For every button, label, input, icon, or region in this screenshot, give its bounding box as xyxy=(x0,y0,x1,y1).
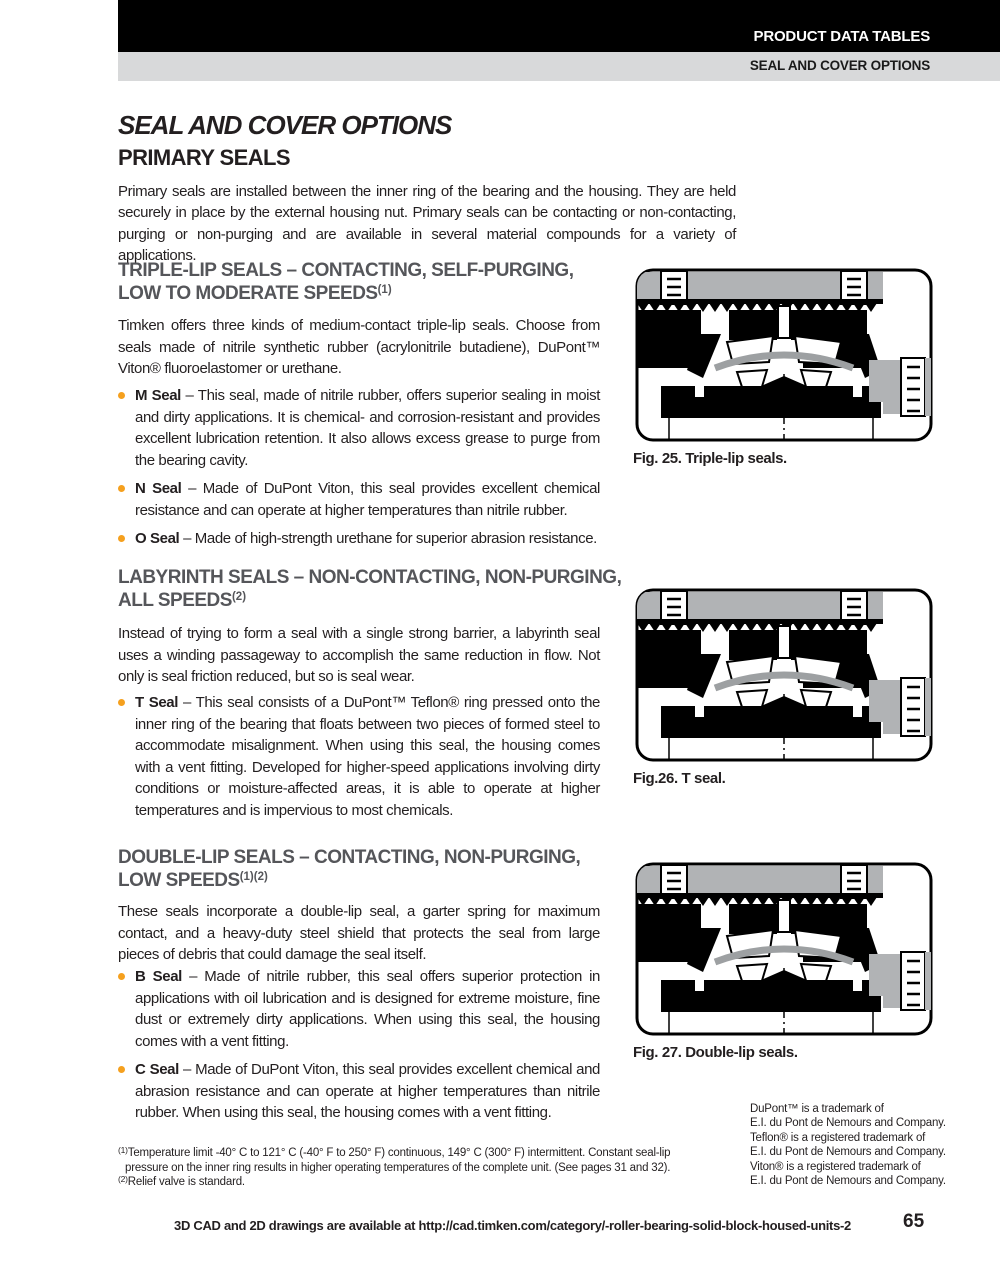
bullet-icon xyxy=(118,1066,125,1073)
bullet-item-c-seal xyxy=(118,1059,600,1124)
section-heading-triple-lip xyxy=(118,259,628,308)
trademark-line: DuPont™ is a trademark of xyxy=(750,1103,884,1115)
trademark-line: E.I. du Pont de Nemours and Company. xyxy=(750,1117,946,1130)
trademark-notes xyxy=(750,1102,946,1188)
bearing-cross-section-diagram xyxy=(633,586,935,764)
bullet-term: M Seal xyxy=(135,387,181,404)
footnotes xyxy=(118,1146,680,1190)
heading-superscript: (1) xyxy=(377,284,392,296)
heading-line: LOW TO MODERATE SPEEDS xyxy=(118,283,378,304)
page-number: 65 xyxy=(903,1211,925,1232)
heading-line: LABYRINTH SEALS – NON-CONTACTING, NON-PURGING, xyxy=(118,567,622,588)
bullet-icon xyxy=(118,535,125,542)
bullet-icon xyxy=(118,485,125,492)
bullet-text: – Made of nitrile rubber, this seal offers superior protection in applications with oil lubrication and is designed for extreme moisture, fine dust or extremely dirty applications. When using this seal, the housing comes with a vent fitting. xyxy=(135,968,600,1050)
bullet-term: T Seal xyxy=(135,694,178,711)
section-heading-labyrinth xyxy=(118,566,628,615)
heading-line: LOW SPEEDS xyxy=(118,870,240,891)
intro-paragraph: Primary seals are installed between the inner ring of the bearing and the housing. They are held securely in place by the external housing nut. Primary seals can be contacting or non-contacting, purging or non-purging and are available in several material compounds for a variety of applications. xyxy=(118,183,736,264)
bullet-list-double-lip xyxy=(118,966,600,1131)
figure-27 xyxy=(633,860,935,1061)
bullet-text: – This seal consists of a DuPont™ Teflon® ring pressed onto the inner ring of the bearing that floats between two pieces of formed steel to accommodate misalignment. When using this seal, the housing comes with a vent fitting. Developed for higher-speed applications involving dirty conditions or moisture-affected areas, it is able to operate at higher temperatures and is impervious to most chemicals. xyxy=(135,694,600,819)
footnote-superscript: (2) xyxy=(118,1173,128,1184)
footer-note: 3D CAD and 2D drawings are available at http://cad.timken.com/category/-roller-bearing-solid-block-housed-units-2 xyxy=(174,1218,851,1233)
footnote-text: Relief valve is standard. xyxy=(127,1176,245,1189)
page-subtitle: PRIMARY SEALS xyxy=(118,145,290,170)
bullet-item-t-seal xyxy=(118,692,600,821)
footnote-superscript: (1) xyxy=(118,1144,128,1155)
footnote-text: Temperature limit -40° C to 121° C (-40° F to 250° F) continuous, 149° C (300° F) intermittent. Constant seal-lip pressure on the inner ring results in higher operating temperatures of the complete unit. (See pages 31 and 32). xyxy=(125,1147,671,1174)
figure-caption: Fig. 25. Triple-lip seals. xyxy=(633,450,787,467)
bullet-text: – Made of DuPont Viton, this seal provides excellent chemical resistance and can operate at higher temperatures than nitrile rubber. xyxy=(135,480,600,519)
header-subbanner-label: SEAL AND COVER OPTIONS xyxy=(749,58,930,73)
bullet-icon xyxy=(118,973,125,980)
bullet-text: – Made of DuPont Viton, this seal provides excellent chemical and abrasion resistance and can operate at higher temperatures than nitrile rubber. When using this seal, the housing comes with a vent fitting. xyxy=(135,1061,600,1121)
figure-25 xyxy=(633,266,935,467)
heading-line: ALL SPEEDS xyxy=(118,590,232,611)
bullet-text: – This seal, made of nitrile rubber, offers superior sealing in moist and dirty applications. It is chemical- and corrosion-resistant and provides excellent lubrication retention. It also allows excess grease to purge from the bearing cavity. xyxy=(135,387,600,469)
bullet-icon xyxy=(118,699,125,706)
header-subbanner-bar xyxy=(118,52,1000,81)
bearing-cross-section-diagram xyxy=(633,860,935,1038)
bullet-text: – Made of high-strength urethane for superior abrasion resistance. xyxy=(183,530,597,547)
header-banner-bar xyxy=(118,0,1000,52)
bullet-item-o-seal xyxy=(118,528,600,550)
heading-superscript: (1)(2) xyxy=(239,871,268,883)
figure-26 xyxy=(633,586,935,787)
footnote-1 xyxy=(118,1146,680,1175)
bullet-term: B Seal xyxy=(135,968,182,985)
bullet-list-triple-lip xyxy=(118,385,600,557)
figure-caption: Fig. 27. Double-lip seals. xyxy=(633,1044,798,1061)
section-heading-double-lip xyxy=(118,846,628,895)
bullet-item-m-seal xyxy=(118,385,600,471)
section-body-labyrinth: Instead of trying to form a seal with a single strong barrier, a labyrinth seal uses a winding passageway to accomplish the same reduction in flow. Not only is seal friction reduced, but so is seal wear. xyxy=(118,625,600,685)
footnote-2 xyxy=(118,1175,680,1190)
trademark-line: Viton® is a registered trademark of xyxy=(750,1160,921,1173)
bullet-item-b-seal xyxy=(118,966,600,1052)
header-banner-label: PRODUCT DATA TABLES xyxy=(753,28,930,45)
section-body-double-lip: These seals incorporate a double-lip seal, a garter spring for maximum contact, and a heavy-duty steel shield that protects the seal from large pieces of debris that could damage the seal itself. xyxy=(118,903,600,963)
trademark-line: Teflon® is a registered trademark of xyxy=(750,1131,926,1144)
page-title: SEAL AND COVER OPTIONS xyxy=(118,110,452,140)
section-body-triple-lip: Timken offers three kinds of medium-contact triple-lip seals. Choose from seals made of nitrile synthetic rubber (acrylonitrile butadiene), DuPont™ Viton® fluoroelastomer or urethane. xyxy=(118,317,600,377)
heading-line: TRIPLE-LIP SEALS – CONTACTING, SELF-PURGING, xyxy=(118,260,574,281)
bullet-term: N Seal xyxy=(135,480,182,497)
bullet-term: C Seal xyxy=(135,1061,179,1078)
heading-line: DOUBLE-LIP SEALS – CONTACTING, NON-PURGING, xyxy=(118,847,581,868)
trademark-line: E.I. du Pont de Nemours and Company. xyxy=(750,1175,946,1188)
heading-superscript: (2) xyxy=(231,591,247,603)
bullet-term: O Seal xyxy=(135,530,180,547)
bullet-icon xyxy=(118,392,125,399)
bearing-cross-section-diagram xyxy=(633,266,935,444)
trademark-line: E.I. du Pont de Nemours and Company. xyxy=(750,1146,946,1159)
bullet-list-labyrinth xyxy=(118,692,600,828)
figure-caption: Fig.26. T seal. xyxy=(633,770,726,787)
bullet-item-n-seal xyxy=(118,478,600,521)
